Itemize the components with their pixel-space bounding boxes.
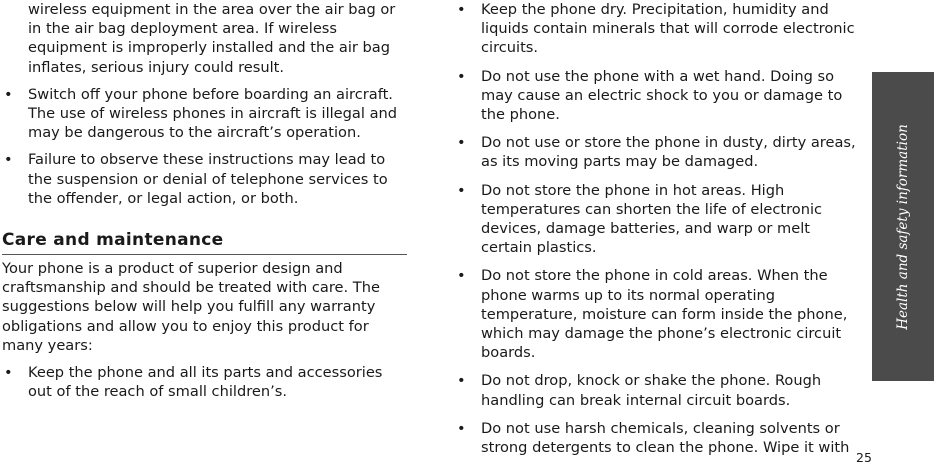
list-item-text: Do not drop, knock or shake the phone. Rough handling can break internal circuit boards. <box>481 372 822 409</box>
list-item-text: Failure to observe these instructions may lead to the suspension or denial of telephone services to the offender, or legal action, or both. <box>28 151 388 207</box>
list-item <box>455 181 857 258</box>
section-heading: Care and maintenance <box>2 230 407 255</box>
bullet-icon: • <box>457 267 466 285</box>
bullet-icon: • <box>457 419 466 437</box>
bullet-list-right <box>455 0 857 457</box>
list-item-text: Do not use the phone with a wet hand. Doing so may cause an electric shock to you or damage to the phone. <box>481 67 843 124</box>
list-item <box>455 67 857 125</box>
list-item-text: Do not use or store the phone in dusty, dirty areas, as its moving parts may be damaged. <box>481 134 856 171</box>
list-item <box>2 363 410 401</box>
intro-paragraph: Your phone is a product of superior design and craftsmanship and should be treated with care. The suggestions below will help you fulfill any warranty obligations and allow you to enjoy this product for many years: <box>2 260 380 354</box>
bullet-icon: • <box>457 134 466 152</box>
left-column <box>2 0 410 401</box>
bullet-icon: • <box>457 372 466 390</box>
bullet-icon: • <box>457 181 466 199</box>
bullet-icon: • <box>457 67 466 85</box>
list-item-text: Switch off your phone before boarding an aircraft. The use of wireless phones in aircraft is illegal and may be dangerous to the aircraft’s operation. <box>28 85 398 142</box>
bullet-icon: • <box>4 151 13 169</box>
list-item-text: Do not store the phone in cold areas. When the phone warms up to its normal operating temperature, moisture can form inside the phone, which may damage the phone’s electronic circuit boards. <box>481 267 848 362</box>
list-item <box>2 150 410 208</box>
side-tab-label: Health and safety information <box>895 123 911 330</box>
list-item <box>455 0 857 58</box>
list-item <box>2 85 410 143</box>
list-item-text: Keep the phone and all its parts and accessories out of the reach of small children’s. <box>28 364 383 401</box>
continued-paragraph: wireless equipment in the area over the air bag or in the air bag deployment area. If wireless equipment is improperly installed and the air bag inflates, serious injury could result. <box>28 1 396 76</box>
list-item-text: Keep the phone dry. Precipitation, humidity and liquids contain minerals that will corrode electronic circuits. <box>481 1 855 57</box>
bullet-list-top <box>2 85 410 208</box>
bullet-icon: • <box>457 1 466 18</box>
list-item <box>455 419 857 457</box>
page-number: 25 <box>856 450 872 465</box>
side-section-tab <box>872 72 934 381</box>
right-column <box>455 0 857 466</box>
list-item-text: Do not store the phone in hot areas. High temperatures can shorten the life of electronic devices, damage batteries, and warp or melt certain plastics. <box>481 181 823 257</box>
bullet-icon: • <box>4 85 13 103</box>
bullet-icon: • <box>4 364 13 382</box>
bullet-list-bottom <box>2 363 410 401</box>
list-item <box>455 266 857 362</box>
list-item <box>455 371 857 409</box>
list-item-text: Do not use harsh chemicals, cleaning solvents or strong detergents to clean the phone. Wipe it with <box>481 419 850 457</box>
list-item <box>455 133 857 171</box>
